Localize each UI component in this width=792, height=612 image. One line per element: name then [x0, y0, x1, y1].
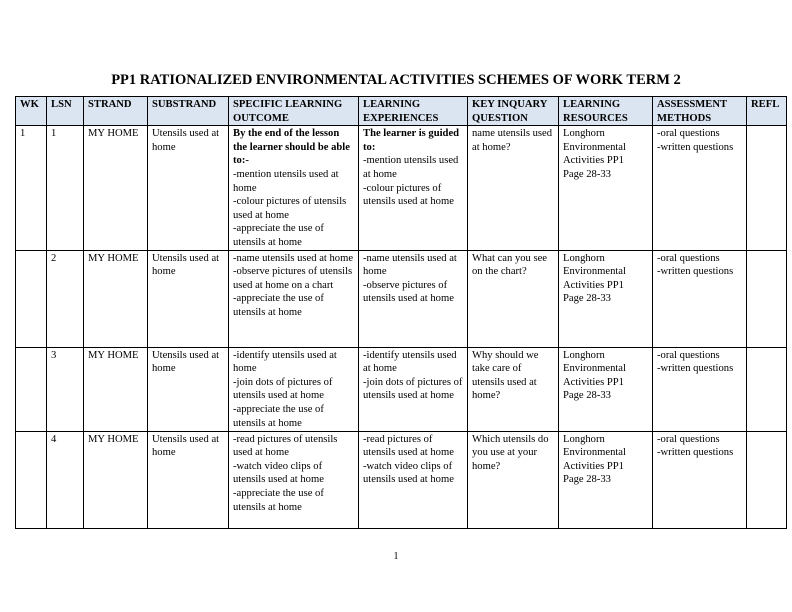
cell-reflection [747, 126, 787, 250]
header-key-inquiry-question: KEY INQUARY QUESTION [468, 97, 559, 126]
experience-line: -colour pictures of utensils used at home [363, 182, 454, 208]
resource-line: Page 28-33 [563, 390, 611, 402]
header-reflection: REFL [747, 97, 787, 126]
cell-experiences [359, 250, 468, 347]
cell-outcome [229, 347, 359, 431]
header-learning-resources: LEARNING RESOURCES [559, 97, 653, 126]
outcome-line: -appreciate the use of utensils at home [233, 293, 324, 318]
cell-resources [559, 347, 653, 431]
cell-substrand: Utensils used at home [148, 250, 229, 347]
experience-line: -observe pictures of utensils used at home [363, 279, 454, 305]
cell-assessment [653, 347, 747, 431]
cell-key-question: Which utensils do you use at your home? [468, 431, 559, 528]
cell-assessment [653, 126, 747, 250]
cell-resources [559, 431, 653, 528]
assessment-line: -oral questions [657, 433, 720, 445]
resource-line: Page 28-33 [563, 474, 611, 486]
outcome-line: -watch video clips of utensils used at home [233, 460, 324, 486]
outcome-line: -mention utensils used at home [233, 168, 339, 194]
cell-reflection [747, 431, 787, 528]
table-row [16, 347, 787, 431]
cell-resources [559, 126, 653, 250]
cell-strand: MY HOME [84, 347, 148, 431]
cell-key-question: Why should we take care of utensils used at home? [468, 347, 559, 431]
cell-wk [16, 250, 47, 347]
table-header-row [16, 97, 787, 126]
cell-resources [559, 250, 653, 347]
cell-strand: MY HOME [84, 250, 148, 347]
outcome-line: -colour pictures of utensils used at home [233, 196, 347, 221]
resource-line: Page 28-33 [563, 168, 611, 180]
header-learning-experiences: LEARNING EXPERIENCES [359, 97, 468, 126]
cell-key-question: name utensils used at home? [468, 126, 559, 250]
resource-line: Longhorn Environmental Activities PP1 [563, 349, 626, 388]
cell-lsn: 2 [47, 250, 84, 347]
cell-strand: MY HOME [84, 126, 148, 250]
header-lsn: LSN [47, 97, 84, 126]
outcome-line: -name utensils used at home [233, 252, 354, 264]
assessment-line: -written questions [657, 266, 734, 278]
cell-outcome [229, 126, 359, 250]
cell-substrand: Utensils used at home [148, 431, 229, 528]
header-assessment-methods: ASSESSMENT METHODS [653, 97, 747, 126]
outcome-line: -join dots of pictures of utensils used at home [233, 376, 333, 402]
cell-substrand: Utensils used at home [148, 126, 229, 250]
cell-assessment [653, 431, 747, 528]
experience-line: -identify utensils used at home [363, 349, 457, 375]
header-strand: STRAND [84, 97, 148, 126]
cell-experiences [359, 347, 468, 431]
cell-wk: 1 [16, 126, 47, 250]
outcome-line: -read pictures of utensils used at home [233, 433, 338, 459]
cell-lsn: 1 [47, 126, 84, 250]
assessment-line: -oral questions [657, 349, 720, 361]
assessment-line: -written questions [657, 363, 734, 375]
cell-substrand: Utensils used at home [148, 347, 229, 431]
experience-line: -mention utensils used at home [363, 155, 459, 180]
cell-strand: MY HOME [84, 431, 148, 528]
table-row [16, 250, 787, 347]
experience-line: -read pictures of utensils used at home [363, 433, 454, 459]
cell-experiences [359, 126, 468, 250]
table-row [16, 126, 787, 250]
header-substrand: SUBSTRAND [148, 97, 229, 126]
cell-wk [16, 347, 47, 431]
experience-line: -join dots of pictures of utensils used at home [363, 376, 463, 402]
cell-reflection [747, 250, 787, 347]
cell-outcome [229, 250, 359, 347]
resource-line: Longhorn Environmental Activities PP1 [563, 252, 626, 291]
assessment-line: -oral questions [657, 128, 720, 140]
cell-lsn: 4 [47, 431, 84, 528]
outcome-line: -observe pictures of utensils used at home on a chart [233, 266, 353, 291]
resource-line: Longhorn Environmental Activities PP1 [563, 128, 626, 167]
header-wk: WK [16, 97, 47, 126]
cell-reflection [747, 347, 787, 431]
cell-key-question: What can you see on the chart? [468, 250, 559, 347]
experience-line: -watch video clips of utensils used at home [363, 460, 454, 486]
assessment-line: -written questions [657, 141, 734, 153]
cell-assessment [653, 250, 747, 347]
outcome-lead: By the end of the lesson the learner should be able to:- [233, 128, 350, 167]
assessment-line: -written questions [657, 447, 734, 459]
document-title: PP1 RATIONALIZED ENVIRONMENTAL ACTIVITIES SCHEMES OF WORK TERM 2 [111, 72, 681, 88]
outcome-line: -appreciate the use of utensils at home [233, 403, 324, 429]
scheme-of-work-table [15, 96, 787, 529]
assessment-line: -oral questions [657, 252, 720, 264]
cell-outcome [229, 431, 359, 528]
cell-lsn: 3 [47, 347, 84, 431]
header-specific-learning-outcome: SPECIFIC LEARNING OUTCOME [229, 97, 359, 126]
page-number: 1 [393, 551, 399, 562]
resource-line: Page 28-33 [563, 293, 611, 305]
cell-wk [16, 431, 47, 528]
experiences-lead: The learner is guided to: [363, 128, 460, 153]
cell-experiences [359, 431, 468, 528]
resource-line: Longhorn Environmental Activities PP1 [563, 433, 626, 472]
table-row [16, 431, 787, 528]
experience-line: -name utensils used at home [363, 252, 457, 278]
outcome-line: -appreciate the use of utensils at home [233, 223, 324, 248]
outcome-line: -identify utensils used at home [233, 349, 337, 375]
outcome-line: -appreciate the use of utensils at home [233, 487, 324, 513]
